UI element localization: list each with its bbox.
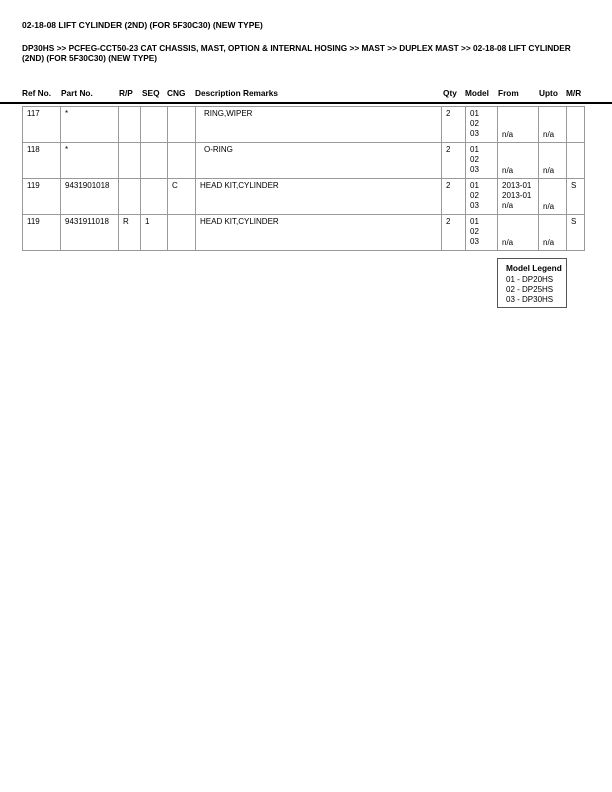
cell-mr <box>567 143 585 179</box>
legend-item: 01 - DP20HS <box>506 275 554 284</box>
cell-ref: 119 <box>23 215 61 251</box>
cell-part: * <box>61 143 119 179</box>
header-seq: SEQ <box>142 88 160 98</box>
cell-from: n/a <box>498 215 539 251</box>
header-part: Part No. <box>61 88 93 98</box>
header-cng: CNG <box>167 88 186 98</box>
page-title: 02-18-08 LIFT CYLINDER (2ND) (FOR 5F30C30) (NEW TYPE) <box>22 20 263 30</box>
cell-qty: 2 <box>442 179 466 215</box>
table-row <box>23 143 585 179</box>
table-row <box>23 179 585 215</box>
header-desc: Description Remarks <box>195 88 279 98</box>
breadcrumb: DP30HS >> PCFEG-CCT50-23 CAT CHASSIS, MAST, OPTION & INTERNAL HOSING >> MAST >> DUPLEX MAST >> 02-18-08 LIFT CYLINDER (2ND) (FOR 5F30C30) (NEW TYPE) <box>22 43 571 63</box>
header-qty: Qty <box>443 88 457 98</box>
cell-seq <box>141 107 168 143</box>
cell-model: 01 02 03 <box>466 215 498 251</box>
cell-cng <box>168 215 196 251</box>
cell-desc: HEAD KIT,CYLINDER <box>196 179 442 215</box>
cell-desc: HEAD KIT,CYLINDER <box>196 215 442 251</box>
cell-upto: n/a <box>539 215 567 251</box>
legend-title: Model Legend <box>506 263 562 273</box>
header-divider <box>0 102 612 104</box>
cell-cng: C <box>168 179 196 215</box>
header-model: Model <box>465 88 489 98</box>
cell-mr: S <box>567 215 585 251</box>
cell-part: 9431911018 <box>61 215 119 251</box>
header-from: From <box>498 88 519 98</box>
cell-model: 01 02 03 <box>466 179 498 215</box>
legend-item: 02 - DP25HS <box>506 285 554 294</box>
header-mr: M/R <box>566 88 582 98</box>
header-upto: Upto <box>539 88 558 98</box>
model-legend <box>497 258 567 308</box>
cell-part: 9431901018 <box>61 179 119 215</box>
cell-upto: n/a <box>539 179 567 215</box>
cell-from: n/a <box>498 107 539 143</box>
legend-item: 03 - DP30HS <box>506 295 554 304</box>
cell-upto: n/a <box>539 107 567 143</box>
cell-qty: 2 <box>442 143 466 179</box>
cell-qty: 2 <box>442 107 466 143</box>
cell-from: 2013-01 2013-01 n/a <box>498 179 539 215</box>
cell-rp: R <box>119 215 141 251</box>
table-row <box>23 107 585 143</box>
cell-ref: 118 <box>23 143 61 179</box>
cell-rp <box>119 143 141 179</box>
cell-cng <box>168 107 196 143</box>
cell-mr: S <box>567 179 585 215</box>
cell-qty: 2 <box>442 215 466 251</box>
header-rp: R/P <box>119 88 133 98</box>
cell-seq <box>141 143 168 179</box>
cell-model: 01 02 03 <box>466 107 498 143</box>
cell-upto: n/a <box>539 143 567 179</box>
cell-desc: O-RING <box>196 143 442 179</box>
cell-desc: RING,WIPER <box>196 107 442 143</box>
cell-part: * <box>61 107 119 143</box>
cell-rp <box>119 107 141 143</box>
cell-seq: 1 <box>141 215 168 251</box>
cell-mr <box>567 107 585 143</box>
cell-ref: 117 <box>23 107 61 143</box>
cell-rp <box>119 179 141 215</box>
table-row <box>23 215 585 251</box>
cell-ref: 119 <box>23 179 61 215</box>
cell-cng <box>168 143 196 179</box>
cell-model: 01 02 03 <box>466 143 498 179</box>
header-ref: Ref No. <box>22 88 52 98</box>
cell-seq <box>141 179 168 215</box>
parts-table <box>22 106 585 251</box>
cell-from: n/a <box>498 143 539 179</box>
